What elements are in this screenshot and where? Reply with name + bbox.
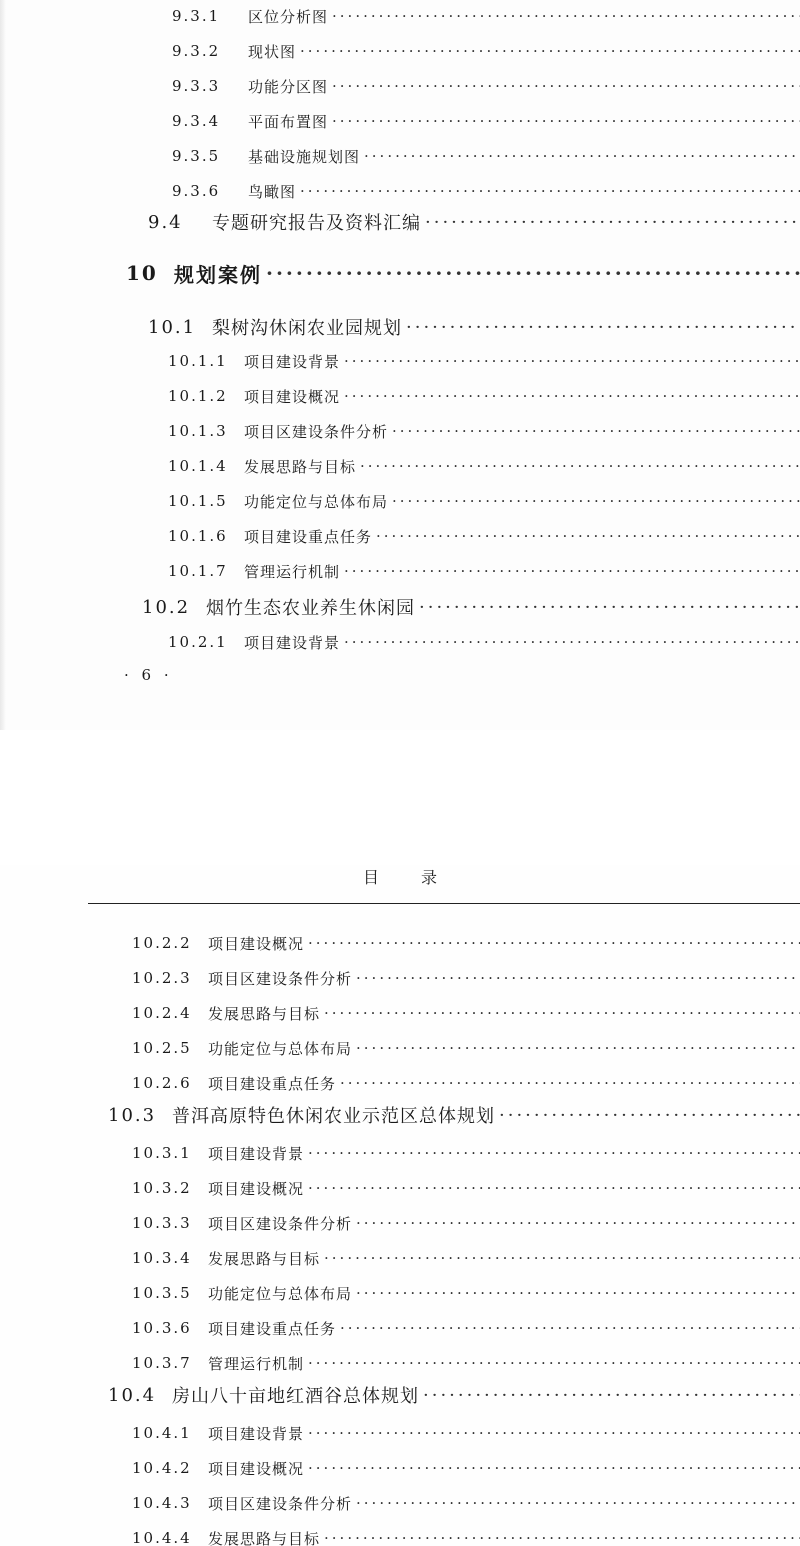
- toc-entry-title: 项目建设重点任务: [208, 1319, 337, 1338]
- toc-dot-leader: [324, 1004, 800, 1022]
- toc-entry-number: 10.3.7: [132, 1354, 192, 1372]
- toc-dot-leader: [332, 7, 800, 25]
- toc-entry-title: 项目建设背景: [208, 1144, 305, 1163]
- toc-entry-title: 发展思路与目标: [208, 1004, 321, 1023]
- toc-entry-number: 10.1.3: [168, 422, 228, 440]
- toc-subsection-entry[interactable]: [132, 930, 800, 956]
- toc-dot-leader: [356, 1214, 800, 1232]
- page-number: · 6 ·: [124, 666, 173, 684]
- toc-dot-leader: [392, 422, 800, 440]
- toc-entry-number: 10.1.5: [168, 492, 228, 510]
- toc-entry-title: 项目区建设条件分析: [208, 969, 353, 988]
- toc-subsection-entry[interactable]: [132, 1280, 800, 1306]
- toc-entry-number: 10.4: [108, 1384, 157, 1406]
- toc-entry-title: 项目建设背景: [208, 1424, 305, 1443]
- toc-dot-leader: [324, 1529, 800, 1546]
- toc-entry-title: 功能定位与总体布局: [244, 492, 389, 511]
- toc-subsection-entry[interactable]: [132, 1455, 800, 1481]
- toc-dot-leader: [356, 1284, 800, 1302]
- toc-entry-number: 10.1.2: [168, 387, 228, 405]
- toc-entry-title: 项目建设概况: [208, 1179, 305, 1198]
- toc-subsection-entry[interactable]: [172, 3, 800, 29]
- toc-subsection-entry[interactable]: [172, 38, 800, 64]
- toc-entry-number: 10.3.3: [132, 1214, 192, 1232]
- toc-subsection-entry[interactable]: [132, 1070, 800, 1096]
- toc-dot-leader: [344, 562, 800, 580]
- toc-entry-title: 现状图: [248, 42, 297, 61]
- toc-entry-title: 管理运行机制: [244, 562, 341, 581]
- toc-entry-number: 10.3.2: [132, 1179, 192, 1197]
- toc-entry-title: 房山八十亩地红酒谷总体规划: [172, 1386, 419, 1407]
- toc-dot-leader: [356, 1039, 800, 1057]
- toc-entry-number: 9.4: [148, 211, 183, 233]
- toc-subsection-entry[interactable]: [168, 629, 800, 655]
- toc-dot-leader: [324, 1249, 800, 1267]
- toc-entry-number: 9.3.6: [172, 182, 221, 200]
- toc-subsection-entry[interactable]: [132, 965, 800, 991]
- toc-dot-leader: [344, 633, 800, 651]
- toc-dot-leader: [300, 42, 800, 60]
- toc-entry-number: 10.3.5: [132, 1284, 192, 1302]
- toc-entry-title: 项目区建设条件分析: [208, 1214, 353, 1233]
- toc-dot-leader: [308, 934, 800, 952]
- toc-dot-leader: [376, 527, 800, 545]
- toc-entry-title: 项目建设背景: [244, 352, 341, 371]
- toc-dot-leader: [266, 261, 800, 285]
- toc-entry-title: 管理运行机制: [208, 1354, 305, 1373]
- toc-entry-title: 发展思路与目标: [208, 1529, 321, 1546]
- toc-entry-number: 10.2.4: [132, 1004, 192, 1022]
- toc-subsection-entry[interactable]: [132, 1000, 800, 1026]
- toc-subsection-entry[interactable]: [132, 1245, 800, 1271]
- toc-dot-leader: [406, 317, 800, 338]
- header-rule: [88, 903, 800, 904]
- toc-entry-number: 10.2.5: [132, 1039, 192, 1057]
- toc-entry-number: 10.2.6: [132, 1074, 192, 1092]
- toc-subsection-entry[interactable]: [168, 383, 800, 409]
- toc-section-entry[interactable]: [108, 1380, 800, 1410]
- toc-dot-leader: [332, 112, 800, 130]
- toc-dot-leader: [425, 212, 800, 233]
- toc-subsection-entry[interactable]: [168, 523, 800, 549]
- toc-entry-title: 普洱高原特色休闲农业示范区总体规划: [172, 1106, 495, 1127]
- toc-section-entry[interactable]: [148, 207, 800, 237]
- toc-subsection-entry[interactable]: [132, 1140, 800, 1166]
- toc-entry-title: 发展思路与目标: [244, 457, 357, 476]
- toc-subsection-entry[interactable]: [132, 1210, 800, 1236]
- toc-subsection-entry[interactable]: [168, 348, 800, 374]
- page-gap: [0, 730, 800, 865]
- toc-entry-number: 9.3.3: [172, 77, 221, 95]
- toc-entry-title: 烟竹生态农业养生休闲园: [206, 598, 415, 619]
- toc-dot-leader: [308, 1144, 800, 1162]
- toc-entry-title: 项目建设概况: [244, 387, 341, 406]
- running-header: 目录: [362, 868, 479, 887]
- toc-entry-number: 10.4.1: [132, 1424, 192, 1442]
- toc-subsection-entry[interactable]: [172, 108, 800, 134]
- toc-subsection-entry[interactable]: [172, 73, 800, 99]
- toc-subsection-entry[interactable]: [172, 143, 800, 169]
- toc-entry-number: 10.3: [108, 1104, 157, 1126]
- toc-subsection-entry[interactable]: [172, 178, 800, 204]
- toc-entry-number: 10.2: [142, 596, 191, 618]
- toc-dot-leader: [344, 352, 800, 370]
- toc-entry-number: 10.4.4: [132, 1529, 192, 1546]
- toc-entry-title: 项目区建设条件分析: [244, 422, 389, 441]
- toc-subsection-entry[interactable]: [132, 1490, 800, 1516]
- toc-dot-leader: [392, 492, 800, 510]
- toc-entry-number: 9.3.5: [172, 147, 221, 165]
- toc-entry-number: 9.3.1: [172, 7, 221, 25]
- toc-subsection-entry[interactable]: [168, 488, 800, 514]
- toc-entry-number: 10.4.2: [132, 1459, 192, 1477]
- toc-entry-title: 发展思路与目标: [208, 1249, 321, 1268]
- toc-entry-title: 功能定位与总体布局: [208, 1284, 353, 1303]
- toc-dot-leader: [308, 1354, 800, 1372]
- toc-entry-title: 项目建设概况: [208, 1459, 305, 1478]
- toc-subsection-entry[interactable]: [168, 418, 800, 444]
- toc-entry-title: 项目区建设条件分析: [208, 1494, 353, 1513]
- toc-entry-number: 9.3.2: [172, 42, 221, 60]
- toc-dot-leader: [340, 1319, 800, 1337]
- scan-edge-shadow: [0, 0, 6, 730]
- toc-entry-number: 10.1.7: [168, 562, 228, 580]
- toc-entry-title: 专题研究报告及资料汇编: [212, 213, 421, 234]
- toc-dot-leader: [419, 597, 800, 618]
- toc-dot-leader: [356, 1494, 800, 1512]
- toc-page-right: [0, 865, 800, 1546]
- toc-subsection-entry[interactable]: [132, 1315, 800, 1341]
- toc-dot-leader: [308, 1459, 800, 1477]
- toc-section-entry[interactable]: [148, 312, 800, 342]
- toc-entry-number: 10.3.1: [132, 1144, 192, 1162]
- toc-dot-leader: [308, 1424, 800, 1442]
- toc-entry-number: 10.2.1: [168, 633, 228, 651]
- toc-entry-title: 功能分区图: [248, 77, 329, 96]
- toc-entry-number: 9.3.4: [172, 112, 221, 130]
- toc-entry-number: 10.3.4: [132, 1249, 192, 1267]
- toc-entry-number: 10: [126, 261, 158, 285]
- toc-entry-number: 10.1.1: [168, 352, 228, 370]
- toc-entry-title: 项目建设重点任务: [208, 1074, 337, 1093]
- toc-dot-leader: [308, 1179, 800, 1197]
- toc-dot-leader: [332, 77, 800, 95]
- toc-entry-title: 项目建设背景: [244, 633, 341, 652]
- toc-dot-leader: [499, 1105, 800, 1126]
- toc-subsection-entry[interactable]: [132, 1035, 800, 1061]
- toc-subsection-entry[interactable]: [132, 1525, 800, 1546]
- toc-entry-title: 平面布置图: [248, 112, 329, 131]
- toc-entry-title: 规划案例: [174, 262, 262, 287]
- toc-dot-leader: [300, 182, 800, 200]
- toc-entry-number: 10.2.3: [132, 969, 192, 987]
- toc-dot-leader: [356, 969, 800, 987]
- toc-entry-number: 10.2.2: [132, 934, 192, 952]
- toc-entry-number: 10.1.4: [168, 457, 228, 475]
- toc-section-entry[interactable]: [108, 1100, 800, 1130]
- toc-section-entry[interactable]: [142, 592, 800, 622]
- toc-dot-leader: [423, 1385, 800, 1406]
- toc-entry-number: 10.1.6: [168, 527, 228, 545]
- toc-entry-number: 10.4.3: [132, 1494, 192, 1512]
- toc-subsection-entry[interactable]: [168, 453, 800, 479]
- toc-entry-title: 项目建设重点任务: [244, 527, 373, 546]
- toc-dot-leader: [364, 147, 800, 165]
- toc-subsection-entry[interactable]: [132, 1175, 800, 1201]
- toc-entry-title: 功能定位与总体布局: [208, 1039, 353, 1058]
- toc-entry-title: 基础设施规划图: [248, 147, 361, 166]
- toc-page-left: [0, 0, 800, 730]
- toc-chapter-entry[interactable]: [126, 256, 800, 290]
- toc-dot-leader: [360, 457, 800, 475]
- toc-subsection-entry[interactable]: [132, 1350, 800, 1376]
- toc-entry-title: 鸟瞰图: [248, 182, 297, 201]
- toc-dot-leader: [340, 1074, 800, 1092]
- toc-entry-number: 10.3.6: [132, 1319, 192, 1337]
- toc-entry-title: 项目建设概况: [208, 934, 305, 953]
- toc-dot-leader: [344, 387, 800, 405]
- toc-entry-title: 梨树沟休闲农业园规划: [212, 318, 402, 339]
- toc-subsection-entry[interactable]: [132, 1420, 800, 1446]
- toc-subsection-entry[interactable]: [168, 558, 800, 584]
- toc-entry-title: 区位分析图: [248, 7, 329, 26]
- toc-entry-number: 10.1: [148, 316, 197, 338]
